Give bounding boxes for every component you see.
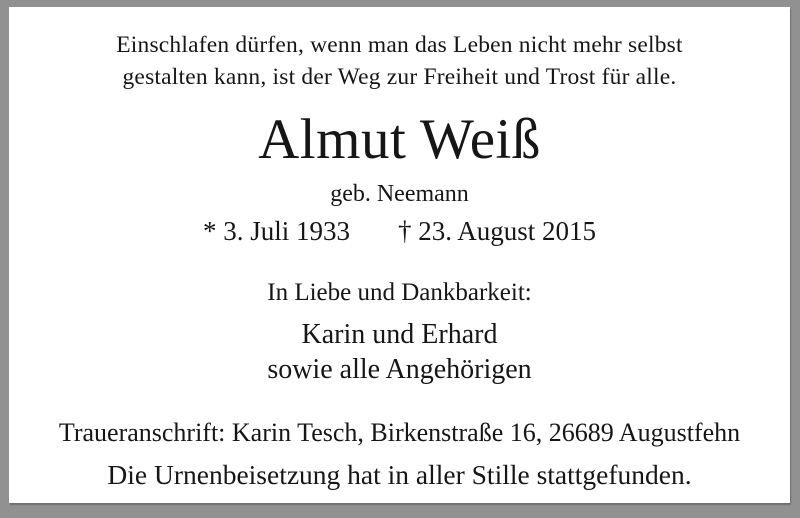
epigraph-line-2: gestalten kann, ist der Weg zur Freiheit und Trost für alle.: [122, 64, 677, 90]
burial-note: Die Urnenbeisetzung hat in aller Stille stattgefunden.: [107, 459, 692, 490]
obituary-notice: [9, 7, 790, 503]
death-date: † 23. August 2015: [397, 216, 597, 246]
birth-date: * 3. Juli 1933: [202, 216, 350, 246]
epigraph-line-1: Einschlafen dürfen, wenn man das Leben nicht mehr selbst: [116, 32, 683, 58]
gratitude-line: In Liebe und Dankbarkeit:: [267, 279, 532, 306]
deceased-name: Almut Weiß: [258, 108, 541, 171]
life-dates: [203, 214, 596, 248]
mourners-line-2: sowie alle Angehörigen: [267, 354, 532, 385]
epigraph: [116, 7, 683, 93]
mourners-line-1: Karin und Erhard: [301, 319, 498, 350]
mourning-address: Traueranschrift: Karin Tesch, Birkenstraße 16, 26689 Augustfehn: [58, 418, 741, 447]
maiden-name: geb. Neemann: [330, 181, 469, 207]
